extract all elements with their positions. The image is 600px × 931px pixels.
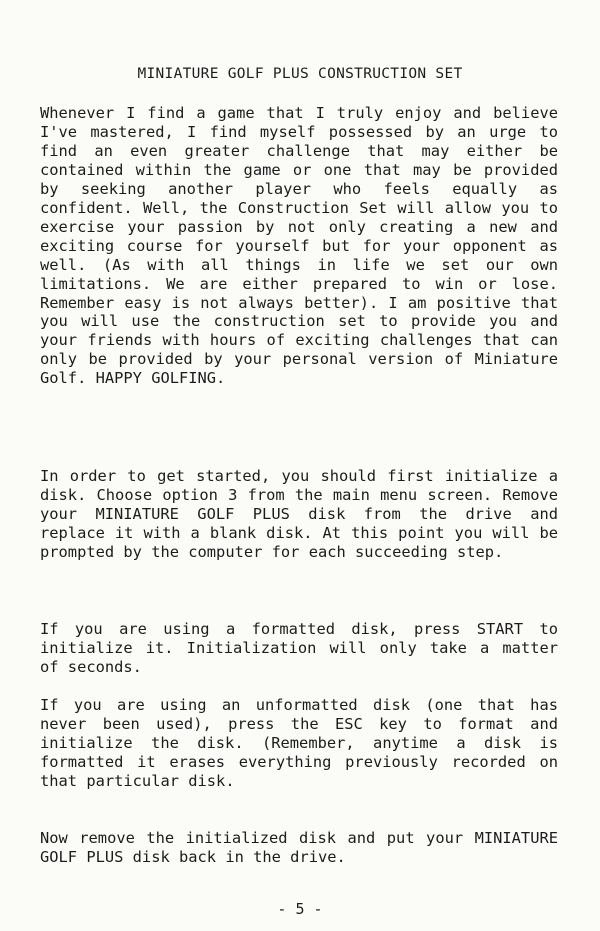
final-step-paragraph: Now remove the initialized disk and put your MINIATURE GOLF PLUS disk back in the drive. bbox=[40, 829, 558, 866]
page-number: - 5 - bbox=[277, 900, 323, 918]
getting-started-paragraph: In order to get started, you should first initialize a disk. Choose option 3 from the main menu screen. Remove your MINIATURE GOLF PLUS disk from the drive and replace it with a blank disk. At this point you will be prompted by the computer for each succeeding step. bbox=[40, 467, 558, 561]
unformatted-disk-paragraph: If you are using an unformatted disk (one that has never been used), press the ESC key to format and initialize the disk. (Remember, anytime a disk is formatted it erases everything previously recorded on that particular disk. bbox=[40, 696, 558, 790]
formatted-disk-paragraph: If you are using a formatted disk, press START to initialize it. Initialization will only take a matter of seconds. bbox=[40, 620, 558, 676]
intro-paragraph: Whenever I find a game that I truly enjoy and believe I've mastered, I find myself possessed by an urge to find an even greater challenge that may either be contained within the game or one that may be provided by seeking another player who feels equally as confident. Well, the Construction Set will allow you to exercise your passion by not only creating a new and exciting course for yourself but for your opponent as well. (As with all things in life we set our own limitations. We are either prepared to win or lose. Remember easy is not always better). I am positive that you will use the construction set to provide you and your friends with hours of exciting challenges that can only be provided by your personal version of Miniature Golf. HAPPY GOLFING. bbox=[40, 104, 558, 388]
page-title: MINIATURE GOLF PLUS CONSTRUCTION SET bbox=[137, 66, 463, 82]
